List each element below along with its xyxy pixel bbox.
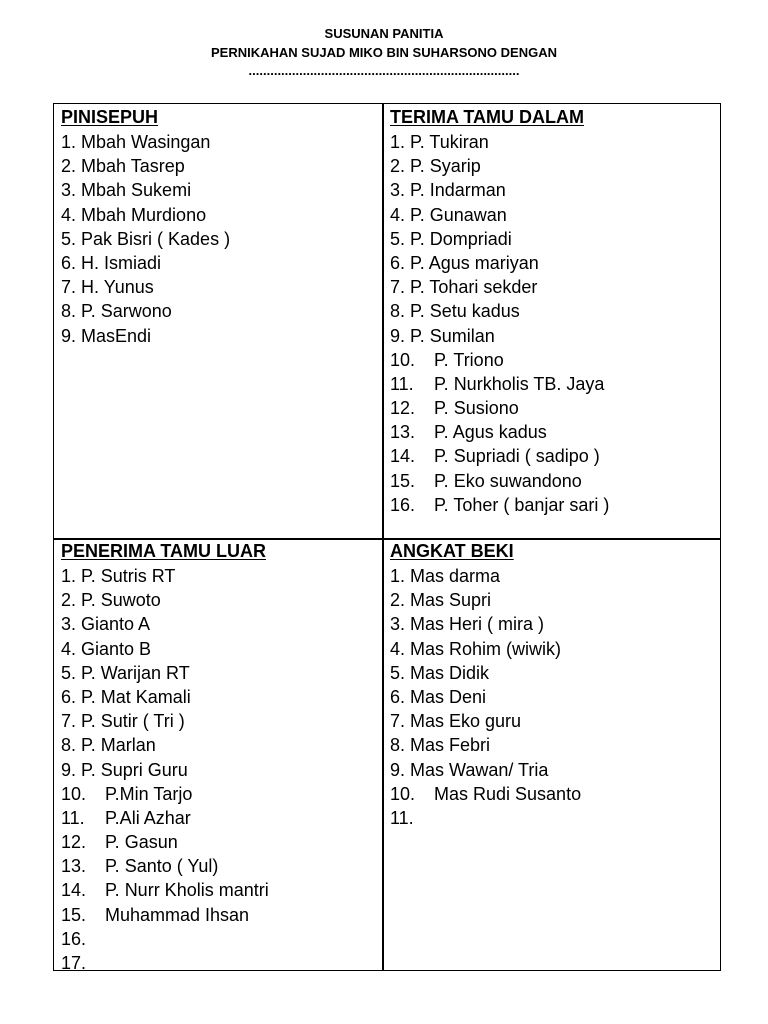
item-number: 11. bbox=[390, 373, 414, 394]
member-name: Mas Heri ( mira ) bbox=[410, 614, 545, 635]
list-item bbox=[61, 709, 269, 733]
item-number: 1. bbox=[390, 132, 406, 152]
list-item bbox=[390, 130, 609, 154]
item-number: 6. bbox=[61, 252, 77, 273]
table-vertical-divider bbox=[382, 103, 384, 971]
member-name: Muhammad Ihsan bbox=[105, 904, 250, 925]
item-number: 8. bbox=[390, 735, 406, 756]
member-name: Mas Eko guru bbox=[410, 711, 522, 732]
list-item bbox=[61, 203, 230, 227]
member-list bbox=[390, 130, 609, 517]
member-name: P. Marlan bbox=[81, 735, 156, 756]
member-name: P. Setu kadus bbox=[410, 301, 520, 322]
item-number: 11. bbox=[61, 807, 85, 828]
item-number: 10. bbox=[390, 783, 416, 804]
member-name: Mbah Murdiono bbox=[81, 204, 207, 225]
item-number: 5. bbox=[61, 228, 77, 249]
item-number: 3. bbox=[390, 614, 406, 635]
member-name: P. Mat Kamali bbox=[81, 686, 191, 707]
member-name: Mas Deni bbox=[410, 686, 487, 707]
item-number: 3. bbox=[61, 614, 77, 635]
list-item bbox=[61, 927, 269, 951]
section-title: ANGKAT BEKI bbox=[390, 541, 514, 561]
list-item bbox=[390, 420, 609, 444]
item-number: 15. bbox=[390, 470, 416, 491]
list-item bbox=[61, 612, 269, 636]
list-item bbox=[61, 299, 230, 323]
item-number: 5. bbox=[61, 662, 77, 683]
list-item bbox=[390, 588, 581, 612]
list-item bbox=[390, 299, 609, 323]
member-name: P. Agus kadus bbox=[434, 422, 547, 443]
item-number: 9. bbox=[390, 325, 406, 346]
list-item bbox=[390, 251, 609, 275]
document-header bbox=[0, 24, 768, 79]
list-item bbox=[390, 782, 581, 806]
item-number: 17. bbox=[61, 953, 87, 973]
item-number: 10. bbox=[390, 349, 416, 370]
item-number: 16. bbox=[61, 928, 87, 949]
item-number: 1. bbox=[390, 566, 406, 586]
section-title: PINISEPUH bbox=[61, 107, 159, 127]
item-number: 3. bbox=[390, 180, 406, 201]
member-name: P. Supriadi ( sadipo ) bbox=[434, 446, 600, 467]
member-name: P. Susiono bbox=[434, 398, 519, 419]
list-item bbox=[390, 324, 609, 348]
member-name: Mas Rudi Susanto bbox=[434, 783, 582, 804]
item-number: 13. bbox=[61, 856, 87, 877]
member-name: P. Dompriadi bbox=[410, 228, 512, 249]
list-item bbox=[390, 493, 609, 517]
item-number: 15. bbox=[61, 904, 87, 925]
member-name: MasEndi bbox=[81, 325, 152, 346]
list-item bbox=[390, 154, 609, 178]
member-name: Mas Febri bbox=[410, 735, 491, 756]
list-item bbox=[61, 154, 230, 178]
section-angkat-beki bbox=[390, 540, 581, 830]
list-item bbox=[390, 396, 609, 420]
item-number: 2. bbox=[61, 590, 77, 611]
member-list bbox=[61, 130, 230, 348]
member-name: P. Sarwono bbox=[81, 301, 172, 322]
member-name: Gianto B bbox=[81, 638, 152, 659]
dotted-blank-line: ........................................................................... bbox=[248, 63, 520, 78]
list-item bbox=[61, 951, 269, 975]
member-name: Mas Didik bbox=[410, 662, 490, 683]
member-name: P. Santo ( Yul) bbox=[105, 856, 219, 877]
member-name: Pak Bisri ( Kades ) bbox=[81, 228, 231, 249]
section-title: PENERIMA TAMU LUAR bbox=[61, 541, 266, 561]
list-item bbox=[390, 227, 609, 251]
list-item bbox=[61, 130, 230, 154]
member-name: P. Sutris RT bbox=[81, 566, 176, 586]
list-item bbox=[61, 324, 230, 348]
member-name: P. Gasun bbox=[105, 832, 178, 853]
member-name: Mbah Tasrep bbox=[81, 156, 185, 177]
item-number: 8. bbox=[61, 735, 77, 756]
item-number: 6. bbox=[390, 252, 406, 273]
member-name: P. Warijan RT bbox=[81, 662, 190, 683]
list-item bbox=[390, 348, 609, 372]
list-item bbox=[390, 806, 581, 830]
list-item bbox=[390, 612, 581, 636]
list-item bbox=[61, 564, 269, 588]
document-title: SUSUNAN PANITIA bbox=[324, 26, 444, 41]
list-item bbox=[390, 758, 581, 782]
list-item bbox=[390, 685, 581, 709]
list-item bbox=[61, 178, 230, 202]
list-item bbox=[61, 854, 269, 878]
item-number: 4. bbox=[61, 638, 77, 659]
item-number: 2. bbox=[390, 590, 406, 611]
item-number: 4. bbox=[390, 638, 406, 659]
member-name: P. Tukiran bbox=[410, 132, 489, 152]
list-item bbox=[390, 469, 609, 493]
item-number: 2. bbox=[390, 156, 406, 177]
list-item bbox=[390, 275, 609, 299]
list-item bbox=[390, 178, 609, 202]
member-name: P. Gunawan bbox=[410, 204, 507, 225]
section-pinisepuh bbox=[61, 106, 230, 348]
item-number: 9. bbox=[61, 759, 77, 780]
item-number: 12. bbox=[390, 398, 416, 419]
list-item bbox=[61, 685, 269, 709]
member-name: Mas darma bbox=[410, 566, 501, 586]
member-name: P. Sutir ( Tri ) bbox=[81, 711, 185, 732]
member-name: Gianto A bbox=[81, 614, 151, 635]
list-item bbox=[390, 661, 581, 685]
list-item bbox=[61, 227, 230, 251]
member-name: P.Min Tarjo bbox=[105, 783, 193, 804]
member-list bbox=[61, 564, 269, 975]
list-item bbox=[390, 709, 581, 733]
item-number: 5. bbox=[390, 662, 406, 683]
item-number: 7. bbox=[390, 277, 406, 298]
member-name: P.Ali Azhar bbox=[105, 807, 191, 828]
member-name: P. Eko suwandono bbox=[434, 470, 582, 491]
item-number: 7. bbox=[390, 711, 406, 732]
item-number: 5. bbox=[390, 228, 406, 249]
item-number: 7. bbox=[61, 277, 77, 298]
item-number: 4. bbox=[61, 204, 77, 225]
list-item bbox=[390, 637, 581, 661]
member-name: P. Nurkholis TB. Jaya bbox=[434, 373, 605, 394]
list-item bbox=[61, 806, 269, 830]
list-item bbox=[61, 637, 269, 661]
list-item bbox=[61, 903, 269, 927]
item-number: 11. bbox=[390, 807, 414, 828]
document-subtitle: PERNIKAHAN SUJAD MIKO BIN SUHARSONO DENGAN bbox=[211, 45, 557, 60]
item-number: 10. bbox=[61, 783, 87, 804]
item-number: 14. bbox=[61, 880, 87, 901]
item-number: 2. bbox=[61, 156, 77, 177]
list-item bbox=[61, 251, 230, 275]
member-name: P. Indarman bbox=[410, 180, 506, 201]
item-number: 7. bbox=[61, 711, 77, 732]
item-number: 4. bbox=[390, 204, 406, 225]
item-number: 3. bbox=[61, 180, 77, 201]
item-number: 9. bbox=[61, 325, 77, 346]
item-number: 1. bbox=[61, 566, 77, 586]
list-item bbox=[61, 733, 269, 757]
member-name: P. Triono bbox=[434, 349, 504, 370]
list-item bbox=[61, 661, 269, 685]
member-name: P. Sumilan bbox=[410, 325, 495, 346]
item-number: 8. bbox=[390, 301, 406, 322]
section-penerima-tamu-luar bbox=[61, 540, 269, 975]
item-number: 1. bbox=[61, 132, 77, 152]
member-name: P. Supri Guru bbox=[81, 759, 188, 780]
member-name: Mbah Wasingan bbox=[81, 132, 211, 152]
list-item bbox=[390, 372, 609, 396]
member-name: P. Toher ( banjar sari ) bbox=[434, 494, 610, 515]
list-item bbox=[390, 564, 581, 588]
list-item bbox=[390, 733, 581, 757]
list-item bbox=[61, 878, 269, 902]
member-name: H. Yunus bbox=[81, 277, 154, 298]
section-title: TERIMA TAMU DALAM bbox=[390, 107, 584, 127]
member-name: Mbah Sukemi bbox=[81, 180, 192, 201]
item-number: 16. bbox=[390, 494, 416, 515]
list-item bbox=[61, 830, 269, 854]
section-terima-tamu-dalam bbox=[390, 106, 609, 517]
item-number: 6. bbox=[390, 686, 406, 707]
member-name: H. Ismiadi bbox=[81, 252, 162, 273]
list-item bbox=[390, 203, 609, 227]
member-name: P. Agus mariyan bbox=[410, 252, 539, 273]
item-number: 14. bbox=[390, 446, 416, 467]
member-list bbox=[390, 564, 581, 830]
member-name: Mas Wawan/ Tria bbox=[410, 759, 549, 780]
member-name: P. Tohari sekder bbox=[410, 277, 538, 298]
list-item bbox=[61, 588, 269, 612]
item-number: 12. bbox=[61, 832, 87, 853]
list-item bbox=[390, 444, 609, 468]
item-number: 6. bbox=[61, 686, 77, 707]
item-number: 13. bbox=[390, 422, 416, 443]
list-item bbox=[61, 275, 230, 299]
member-name: P. Syarip bbox=[410, 156, 481, 177]
member-name: Mas Rohim (wiwik) bbox=[410, 638, 562, 659]
list-item bbox=[61, 782, 269, 806]
item-number: 9. bbox=[390, 759, 406, 780]
item-number: 8. bbox=[61, 301, 77, 322]
member-name: P. Nurr Kholis mantri bbox=[105, 880, 269, 901]
member-name: P. Suwoto bbox=[81, 590, 161, 611]
member-name: Mas Supri bbox=[410, 590, 492, 611]
list-item bbox=[61, 758, 269, 782]
